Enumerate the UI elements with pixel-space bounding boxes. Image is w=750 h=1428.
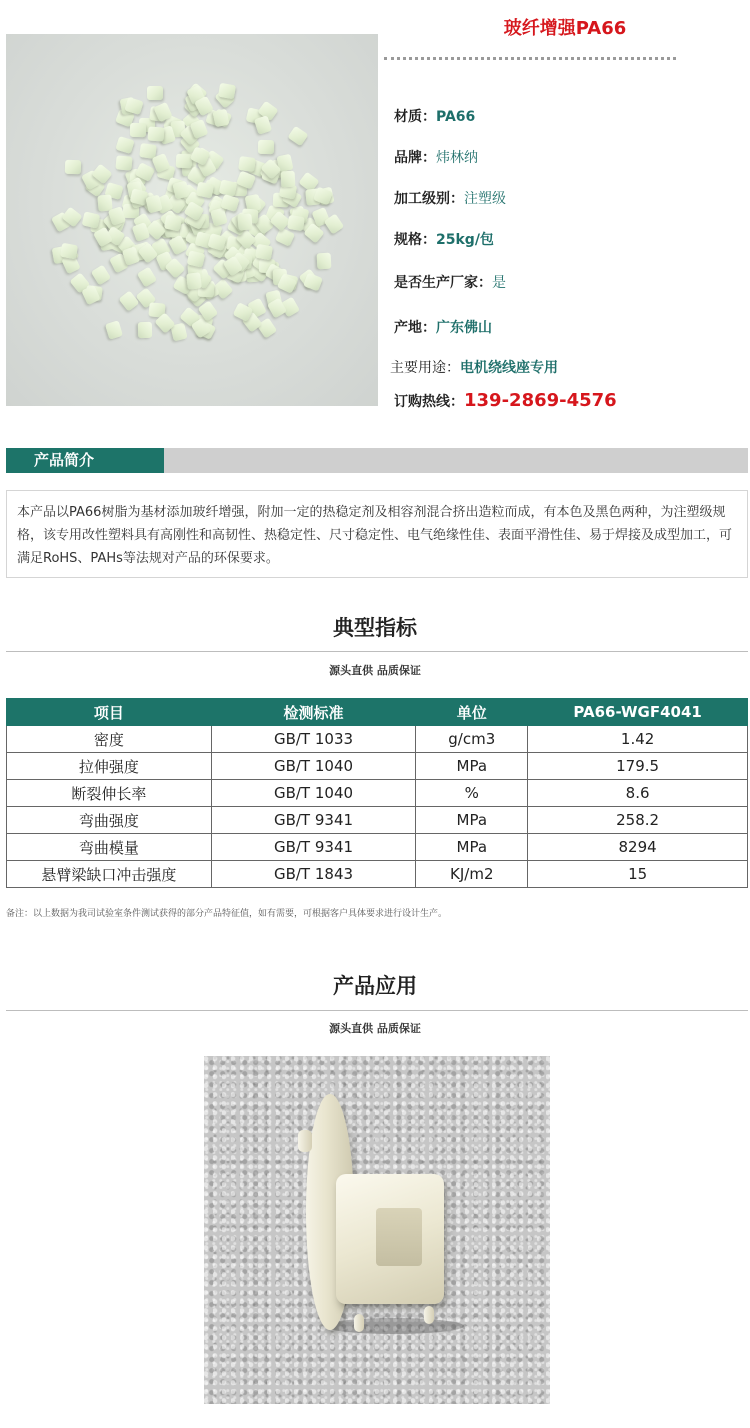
spec-label: 主要用途： [390, 360, 460, 376]
pellet [81, 212, 100, 229]
column-header: 项目 [7, 699, 212, 726]
pellet [281, 171, 296, 188]
indicators-heading: 典型指标 [333, 616, 417, 640]
table-cell: GB/T 9341 [211, 807, 416, 834]
table-row [7, 780, 748, 807]
application-divider [6, 1010, 748, 1011]
indicators-divider [6, 651, 748, 652]
pellet [116, 156, 133, 171]
part-slot [376, 1208, 422, 1266]
table-cell: 1.42 [528, 726, 748, 753]
table-cell: 179.5 [528, 753, 748, 780]
spec-value: 广东佛山 [436, 320, 492, 336]
spec-origin [394, 317, 492, 337]
column-header: 检测标准 [211, 699, 416, 726]
table-cell: MPa [416, 807, 528, 834]
table-header-row [7, 699, 748, 726]
part-pin [424, 1306, 434, 1324]
pellet [137, 322, 151, 338]
table-cell: 弯曲强度 [7, 807, 212, 834]
spec-label: 材质： [394, 109, 436, 125]
pellet [196, 181, 214, 198]
table-cell: 258.2 [528, 807, 748, 834]
pellet [186, 272, 202, 290]
table-cell: 拉伸强度 [7, 753, 212, 780]
table-cell: 8.6 [528, 780, 748, 807]
table-cell: % [416, 780, 528, 807]
pellet [303, 273, 323, 292]
spec-label: 规格： [394, 232, 436, 248]
spec-value: 电机绕线座专用 [460, 360, 558, 376]
pellets-photo [6, 34, 378, 406]
pellet [119, 290, 140, 311]
pellet [115, 136, 134, 154]
pellet [213, 108, 230, 127]
hotline-number: 139-2869-4576 [464, 390, 617, 411]
pellet [147, 127, 164, 142]
table-cell: GB/T 1033 [211, 726, 416, 753]
table-cell: KJ/m2 [416, 861, 528, 888]
spec-hotline [394, 390, 617, 411]
column-header: 单位 [416, 699, 528, 726]
title-dotted-divider [384, 57, 676, 60]
pellet [287, 215, 305, 231]
spec-value: 注塑级 [464, 191, 506, 207]
part-pin [354, 1314, 364, 1332]
spec-label: 品牌： [394, 150, 436, 166]
indicators-note: 备注：以上数据为我司试验室条件测试获得的部分产品特征值，如有需要，可根据客户具体要求进行设计生产。 [6, 909, 448, 919]
pellet [316, 253, 331, 270]
intro-text: 本产品以PA66树脂为基材添加玻纤增强，附加一定的热稳定剂及相容剂混合挤出造粒而成，有本色及黑色两种，为注塑级规格，该专用改性塑料具有高刚性和高韧性、热稳定性、尺寸稳定性、电气绝缘性佳、表面平滑性佳、易于焊接及成型加工，可满足RoHS、PAHs等法规对产品的环保要求。 [6, 490, 748, 578]
table-cell: 悬臂梁缺口冲击强度 [7, 861, 212, 888]
table-cell: g/cm3 [416, 726, 528, 753]
intro-tab-label: 产品简介 [6, 448, 164, 473]
pellet [91, 265, 111, 286]
spec-value: 25kg/包 [436, 232, 494, 248]
application-subheading: 源头直供 品质保证 [329, 1022, 421, 1035]
table-cell: MPa [416, 753, 528, 780]
pellet [218, 82, 236, 99]
table-row [7, 726, 748, 753]
spec-label: 产地： [394, 320, 436, 336]
application-heading: 产品应用 [333, 974, 417, 998]
intro-section-bar [6, 448, 748, 473]
table-row [7, 861, 748, 888]
pellet [287, 126, 308, 147]
spec-value: PA66 [436, 109, 476, 125]
winding-base-photo [204, 1056, 550, 1404]
spec-manufacturer [394, 272, 506, 292]
spec-brand [394, 147, 478, 167]
pellet [105, 320, 123, 339]
spec-label: 订购热线： [394, 394, 464, 410]
table-row [7, 807, 748, 834]
spec-main-use [390, 357, 558, 377]
spec-processing-grade [394, 188, 506, 208]
pellet [137, 267, 157, 288]
pellet [258, 140, 274, 154]
table-cell: 8294 [528, 834, 748, 861]
spec-package [394, 229, 494, 249]
pellet [237, 213, 252, 230]
pellet [274, 227, 294, 246]
pellet [130, 123, 146, 137]
spec-label: 加工级别： [394, 191, 464, 207]
table-cell: GB/T 1843 [211, 861, 416, 888]
column-header: PA66-WGF4041 [528, 699, 748, 726]
pellet [238, 155, 256, 171]
product-title: 玻纤增强PA66 [503, 18, 627, 39]
table-cell: 15 [528, 861, 748, 888]
table-cell: GB/T 9341 [211, 834, 416, 861]
spec-value: 是 [492, 275, 506, 291]
indicators-table [6, 698, 748, 888]
table-row [7, 834, 748, 861]
pellet [65, 160, 81, 175]
table-cell: 密度 [7, 726, 212, 753]
spec-label: 是否生产厂家： [394, 275, 492, 291]
table-cell: 弯曲模量 [7, 834, 212, 861]
pellet [147, 86, 163, 100]
table-row [7, 753, 748, 780]
indicators-subheading: 源头直供 品质保证 [329, 664, 421, 677]
table-cell: 断裂伸长率 [7, 780, 212, 807]
part-shadow [324, 1318, 464, 1334]
table-cell: GB/T 1040 [211, 753, 416, 780]
table-cell: MPa [416, 834, 528, 861]
table-cell: GB/T 1040 [211, 780, 416, 807]
pellet [60, 243, 78, 260]
spec-material [394, 106, 475, 126]
part-pin [298, 1130, 312, 1152]
pellet [255, 243, 273, 260]
spec-value: 炜林纳 [436, 150, 478, 166]
